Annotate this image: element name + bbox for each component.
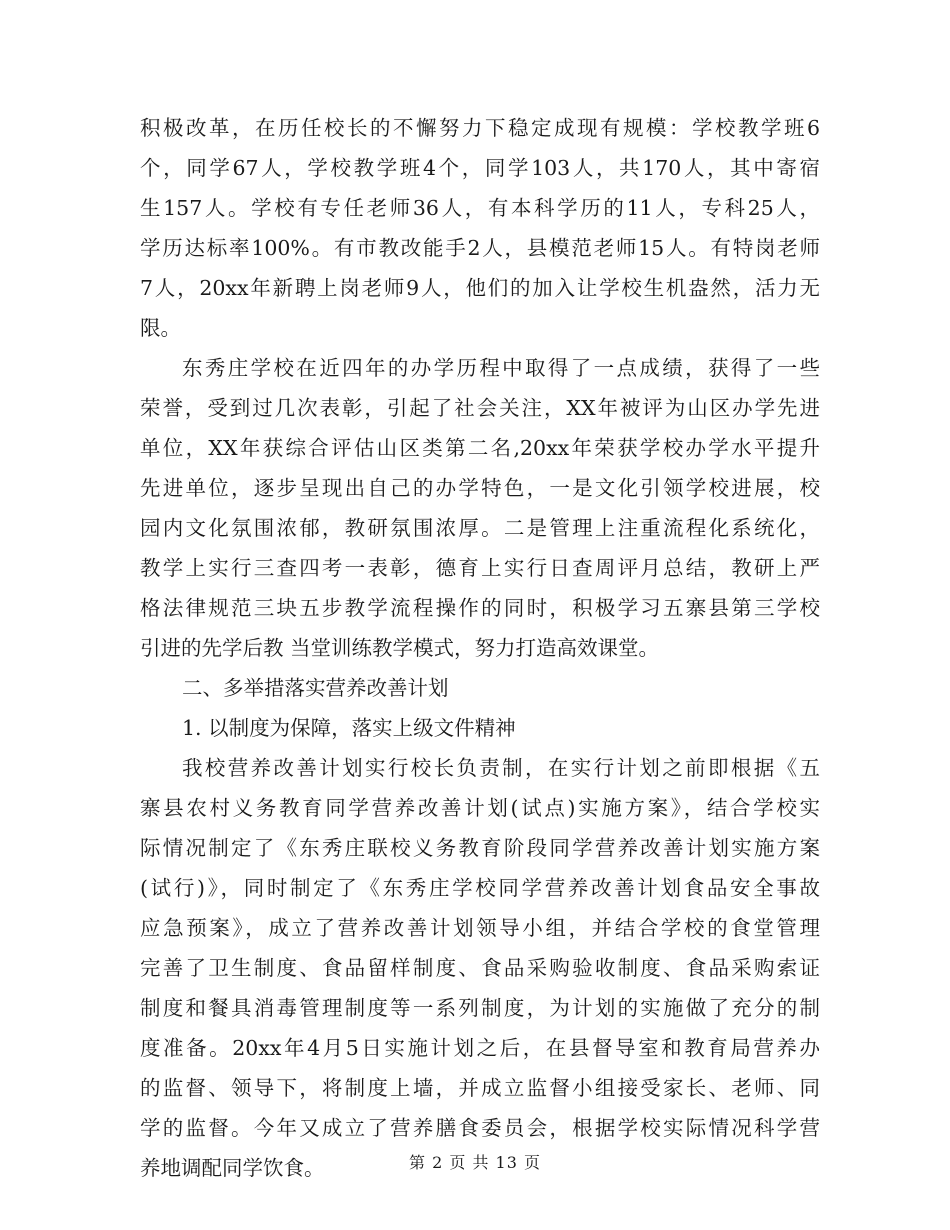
text-line: 东秀庄学校在近四年的办学历程中取得了一点成绩，获得了一些: [182, 356, 820, 380]
section-heading: [140, 668, 820, 708]
paragraph-3: [140, 748, 820, 1188]
text-line: 际情况制定了《东秀庄联校义务教育阶段同学营养改善计划实施方案: [140, 836, 820, 860]
text-line: 寨县农村义务教育同学营养改善计划(试点)实施方案》，结合学校实: [140, 796, 820, 820]
paragraph-2: [140, 348, 820, 668]
text-line: 先进单位，逐步呈现出自己的办学特色，一是文化引领学校进展，校: [140, 476, 820, 500]
text-line: 生157人。学校有专任老师36人，有本科学历的11人，专科25人，: [140, 196, 820, 220]
heading-text: 二、多举措落实营养改善计划: [182, 676, 449, 700]
text-line: 度准备。20xx年4月5日实施计划之后，在县督导室和教育局营养办: [140, 1036, 820, 1060]
subsection-heading: [140, 708, 820, 748]
text-line: 养地调配同学饮食。: [140, 1156, 325, 1180]
text-line: 园内文化氛围浓郁，教研氛围浓厚。二是管理上注重流程化系统化，: [140, 516, 820, 540]
heading-text: 1. 以制度为保障，落实上级文件精神: [182, 716, 516, 740]
text-line: 个，同学67人，学校教学班4个，同学103人，共170人，其中寄宿: [140, 156, 820, 180]
text-line: 积极改革，在历任校长的不懈努力下稳定成现有规模：学校教学班6: [140, 116, 820, 140]
text-line: 荣誉，受到过几次表彰，引起了社会关注，XX年被评为山区办学先进: [140, 396, 820, 420]
text-line: 7人，20xx年新聘上岗老师9人，他们的加入让学校生机盎然，活力无: [140, 276, 820, 300]
document-body: [140, 108, 820, 1188]
text-line: 单位，XX年获综合评估山区类第二名,20xx年荣获学校办学水平提升: [140, 436, 820, 460]
text-line: 学历达标率100%。有市教改能手2人，县模范老师15人。有特岗老师: [140, 236, 820, 260]
text-line: 学的监督。今年又成立了营养膳食委员会，根据学校实际情况科学营: [140, 1116, 820, 1140]
text-line: 教学上实行三查四考一表彰，德育上实行日查周评月总结，教研上严: [140, 556, 820, 580]
text-line: 引进的先学后教 当堂训练教学模式，努力打造高效课堂。: [140, 636, 660, 660]
text-line: 格法律规范三块五步教学流程操作的同时，积极学习五寨县第三学校: [140, 596, 820, 620]
text-line: 的监督、领导下，将制度上墙，并成立监督小组接受家长、老师、同: [140, 1076, 820, 1100]
text-line: 我校营养改善计划实行校长负责制，在实行计划之前即根据《五: [182, 756, 820, 780]
page-number-footer: 第 2 页 共 13 页: [409, 1153, 541, 1172]
text-line: 制度和餐具消毒管理制度等一系列制度，为计划的实施做了充分的制: [140, 996, 820, 1020]
text-line: (试行)》，同时制定了《东秀庄学校同学营养改善计划食品安全事故: [140, 876, 820, 900]
paragraph-1: [140, 108, 820, 348]
text-line: 限。: [140, 316, 181, 340]
text-line: 应急预案》，成立了营养改善计划领导小组，并结合学校的食堂管理: [140, 916, 820, 940]
text-line: 完善了卫生制度、食品留样制度、食品采购验收制度、食品采购索证: [140, 956, 820, 980]
